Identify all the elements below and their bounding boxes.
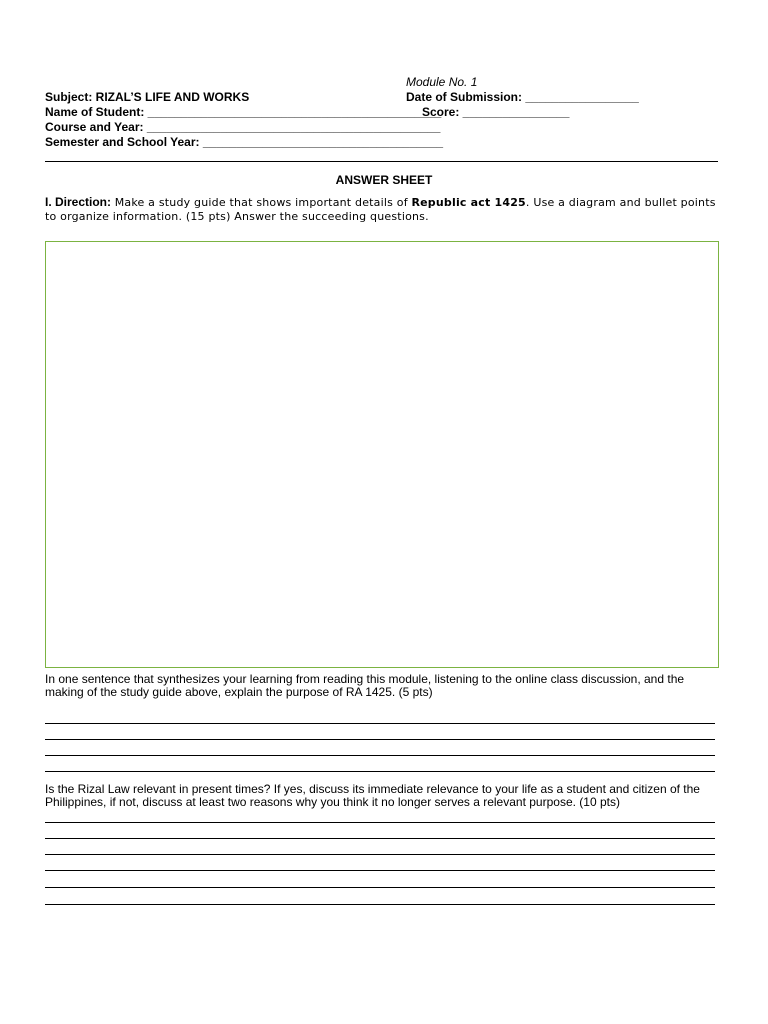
subject-label: Subject: RIZAL’S LIFE AND WORKS: [45, 90, 250, 104]
answer-line[interactable]: [45, 771, 715, 772]
header-divider: [45, 161, 718, 162]
course-and-year-field[interactable]: Course and Year: ____________________________________________: [45, 120, 441, 134]
answer-line[interactable]: [45, 739, 715, 740]
question-2: Is the Rizal Law relevant in present times? If yes, discuss its immediate relevance to your life as a student and citizen of the Philippines, if not, discuss at least two reasons why you think it no longer serves a relevant purpose. (10 pts): [45, 782, 700, 809]
direction-text-2: . Use a diagram and bullet points to organize information. (15 pts) Answer the succeeding questions.: [45, 196, 716, 223]
direction-bold-ra: Republic act 1425: [411, 196, 526, 209]
answer-line[interactable]: [45, 887, 715, 888]
answer-line[interactable]: [45, 723, 715, 724]
score-field[interactable]: Score: ________________: [422, 105, 570, 119]
question-1: In one sentence that synthesizes your learning from reading this module, listening to the online class discussion, and the making of the study guide above, explain the purpose of RA 1425. (5 pts): [45, 672, 685, 699]
answer-line[interactable]: [45, 755, 715, 756]
module-number: Module No. 1: [406, 75, 478, 89]
answer-line[interactable]: [45, 854, 715, 855]
name-of-student-field[interactable]: Name of Student: ____________________________________________: [45, 105, 442, 119]
semester-school-year-field[interactable]: Semester and School Year: ____________________________________: [45, 135, 444, 149]
date-of-submission-field[interactable]: Date of Submission: _________________: [406, 90, 639, 104]
answer-line[interactable]: [45, 904, 715, 905]
direction-label: I. Direction:: [45, 195, 112, 209]
answer-line[interactable]: [45, 870, 715, 871]
answer-line[interactable]: [45, 838, 715, 839]
answer-line[interactable]: [45, 822, 715, 823]
study-guide-box[interactable]: [45, 241, 719, 668]
direction-text-1: Make a study guide that shows important details of: [111, 196, 412, 209]
direction-paragraph: [45, 196, 725, 224]
page-title: ANSWER SHEET: [335, 173, 433, 187]
